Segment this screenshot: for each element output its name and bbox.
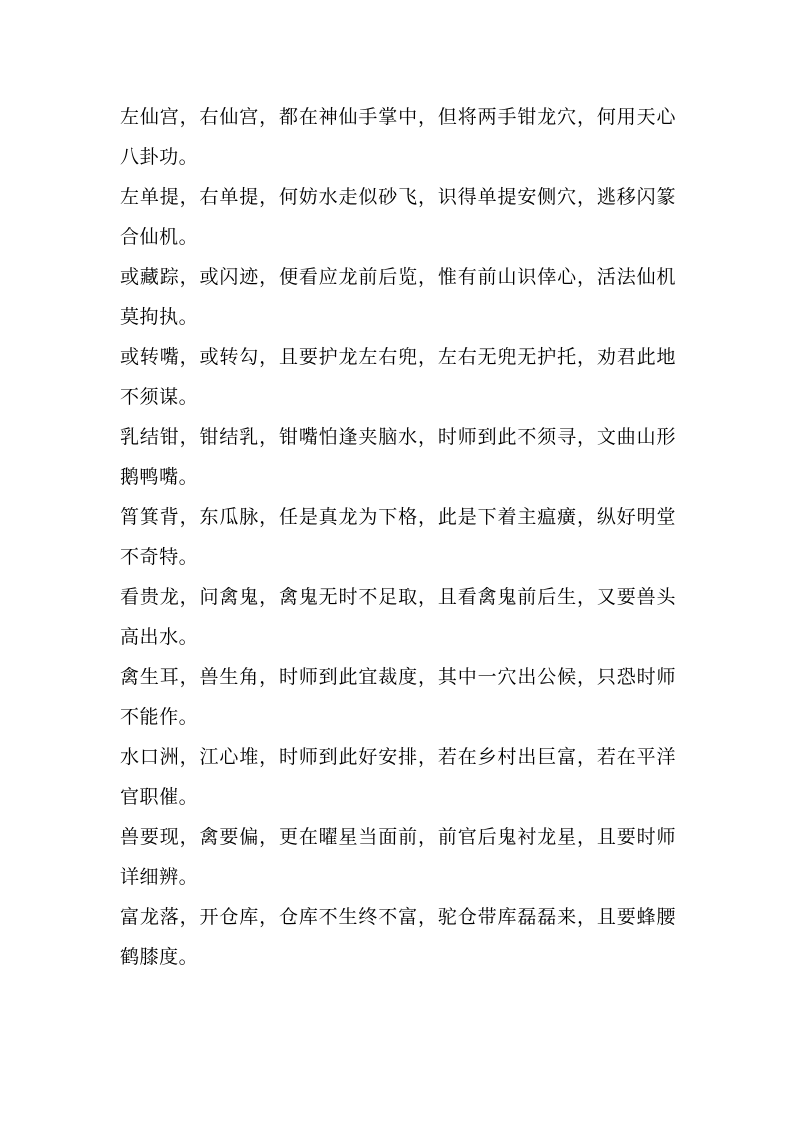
verse-paragraph-3: 或藏踪，或闪迹，便看应龙前后览，惟有前山识倖心，活法仙机莫拘执。 bbox=[120, 266, 676, 328]
verse-paragraph-5: 乳结钳，钳结乳，钳嘴怕逢夹脑水，时师到此不须寻，文曲山形鹅鸭嘴。 bbox=[120, 426, 676, 488]
verse-paragraph-10: 兽要现，禽要偏，更在曜星当面前，前官后鬼衬龙星，且要时师详细辨。 bbox=[120, 826, 676, 888]
verse-paragraph-2: 左单提，右单提，何妨水走似砂飞，识得单提安侧穴，逃移闪篆合仙机。 bbox=[120, 186, 676, 248]
verse-paragraph-4: 或转嘴，或转勾，且要护龙左右兜，左右无兜无护托，劝君此地不须谋。 bbox=[120, 346, 676, 408]
verse-paragraph-8: 禽生耳，兽生角，时师到此宜裁度，其中一穴出公候，只恐时师不能作。 bbox=[120, 666, 676, 728]
verse-paragraph-11: 富龙落，开仓库，仓库不生终不富，驼仓带库磊磊来，且要蜂腰鹤膝度。 bbox=[120, 906, 676, 968]
verse-paragraph-1: 左仙宫，右仙宫，都在神仙手掌中，但将两手钳龙穴，何用天心八卦功。 bbox=[120, 106, 676, 168]
verse-paragraph-6: 筲箕背，东瓜脉，任是真龙为下格，此是下着主瘟癀，纵好明堂不奇特。 bbox=[120, 506, 676, 568]
verse-paragraph-7: 看贵龙，问禽鬼，禽鬼无时不足取，且看禽鬼前后生，又要兽头高出水。 bbox=[120, 586, 676, 648]
verse-paragraph-9: 水口洲，江心堆，时师到此好安排，若在乡村出巨富，若在平洋官职催。 bbox=[120, 746, 676, 808]
document-body bbox=[120, 97, 676, 977]
